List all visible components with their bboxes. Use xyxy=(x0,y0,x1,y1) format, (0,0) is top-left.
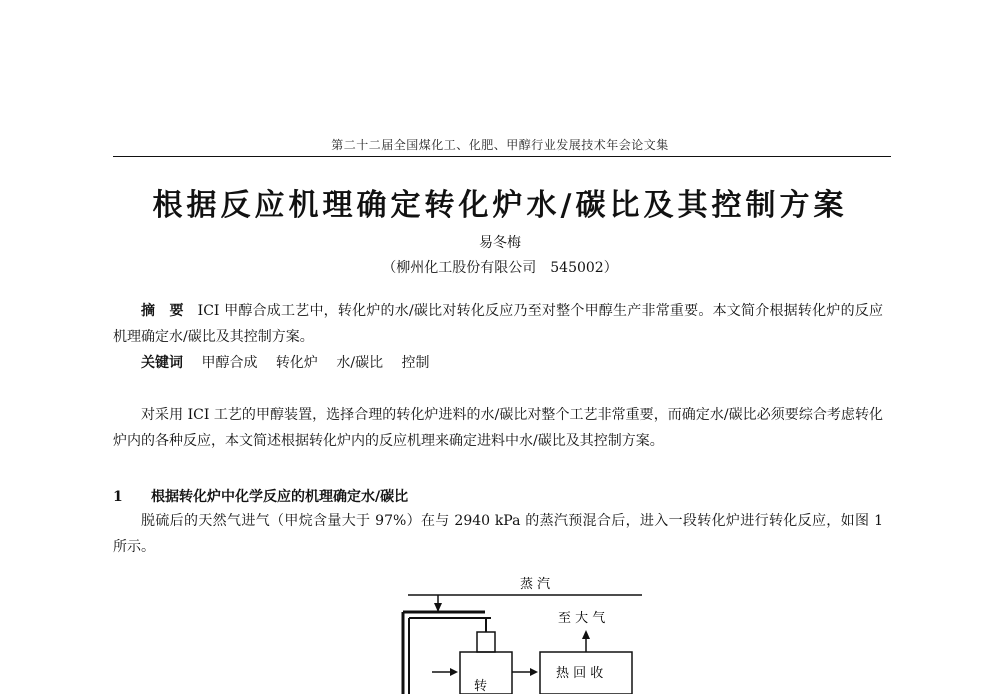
feed-arrow-head xyxy=(450,668,458,676)
running-header: 第二十二届全国煤化工、化肥、甲醇行业发展技术年会论文集 xyxy=(331,138,669,152)
steam-label: 蒸 汽 xyxy=(520,577,551,592)
reformer-top-box xyxy=(477,632,495,652)
author-name: 易冬梅 xyxy=(479,235,521,251)
reformer-label: 转 xyxy=(474,679,488,694)
paper-title: 根据反应机理确定转化炉水/碳比及其控制方案 xyxy=(152,188,848,223)
keyword-item: 甲醇合成 xyxy=(201,355,258,371)
section-title: 根据转化炉中化学反应的机理确定水/碳比 xyxy=(151,489,409,505)
keyword-item: 水/碳比 xyxy=(336,355,384,371)
keywords-label: 关键词 xyxy=(141,355,183,371)
heat-recovery-label: 热 回 收 xyxy=(556,666,604,681)
intro-paragraph: 对采用 ICI 工艺的甲醇装置，选择合理的转化炉进料的水/碳比对整个工艺非常重要，而确定水/碳比必须要综合考虑转化炉内的各种反应，本文简述根据转化炉内的反应机理来确定进料中水/碳比及其控制方案。 xyxy=(113,407,883,449)
atmosphere-label: 至 大 气 xyxy=(558,611,606,626)
author-affiliation: （柳州化工股份有限公司 545002） xyxy=(382,260,618,276)
keyword-item: 转化炉 xyxy=(275,355,318,371)
abstract-text: ICI 甲醇合成工艺中，转化炉的水/碳比对转化反应乃至对整个甲醇生产非常重要。本文简介根据转化炉的反应机理确定水/碳比及其控制方案。 xyxy=(113,303,884,345)
section-number: 1 xyxy=(113,489,123,505)
abstract-label: 摘 要 xyxy=(141,303,184,319)
exhaust-arrow-head xyxy=(582,630,590,639)
keyword-item: 控制 xyxy=(401,355,430,371)
section-paragraph: 脱硫后的天然气进气（甲烷含量大于 97%）在与 2940 kPa 的蒸汽预混合后，进入一段转化炉进行转化反应，如图 1 所示。 xyxy=(113,513,883,555)
outlet-arrow-head xyxy=(530,668,538,676)
